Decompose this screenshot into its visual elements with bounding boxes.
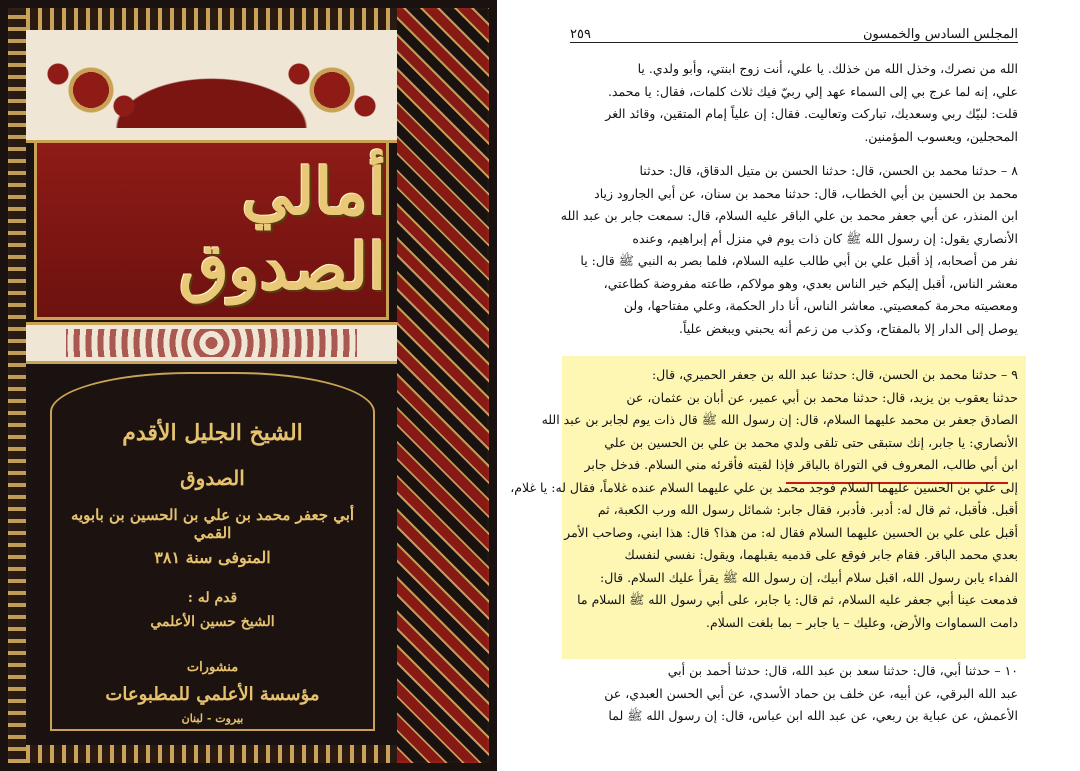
cover-border-right bbox=[397, 8, 489, 763]
arabesque-ornament-right bbox=[277, 50, 387, 130]
text-line: حدثنا يعقوب بن يزيد، قال: حدثنا محمد بن أبي عمير، عن أبان بن عثمان، عن bbox=[626, 389, 1018, 405]
cover-publisher: مؤسسة الأعلمي للمطبوعات bbox=[105, 684, 320, 705]
cover-border-bottom bbox=[26, 745, 397, 763]
text-line: معشر الناس، أقبل إليكم خير الناس بعدي، وهو مولاكم، طاعته مفروضة كطاعتي، bbox=[603, 275, 1018, 291]
text-line: ٨ – حدثنا محمد بن الحسن، قال: حدثنا الحسن بن متيل الدقاق، قال: حدثنا bbox=[639, 163, 1018, 178]
cover-publisher-city: بيروت - لبنان bbox=[181, 712, 244, 725]
page-header bbox=[570, 22, 1018, 43]
cover-title-panel bbox=[34, 140, 389, 320]
text-line: الأعمش، عن عباية بن ربعي، عن عبد الله ابن عباس، قال: إن رسول الله ﷺ لما bbox=[608, 708, 1018, 723]
text-line: ومعصيته محرمة كمعصيتي. معاشر الناس، أنا دار الحكمة، وعلي مفتاحها، ولن bbox=[623, 298, 1018, 313]
cover-border-top bbox=[26, 8, 397, 30]
paragraph-hadith-9 bbox=[510, 364, 1018, 634]
text-line: أقبل. فأقبل، ثم قال له: أدبر. فأدبر، فقال جابر: شمائل رسول الله ورب الكعبة، ثم bbox=[597, 502, 1018, 517]
paragraph-top bbox=[570, 58, 1018, 148]
cover-arch-ornament bbox=[26, 30, 397, 143]
cover-author-full: أبي جعفر محمد بن علي بن الحسين بن بابويه القمي bbox=[70, 506, 355, 542]
text-line: الفداء يابن رسول الله، اقبل سلام أبيك، إن رسول الله ﷺ يقرأ عليك السلام. قال: bbox=[600, 569, 1018, 585]
page-number: ٢٥٩ bbox=[570, 27, 591, 42]
paragraph-hadith-8 bbox=[560, 160, 1018, 340]
text-line: ابن المنذر، عن أبي جعفر محمد بن علي الباقر عليه السلام، قال: سمعت جابر بن عبد الله bbox=[560, 208, 1018, 223]
text-line: عبد الله البرقي، عن أبيه، عن خلف بن حماد الأسدي، عن أبي الحسن العبدي، عن bbox=[604, 685, 1018, 701]
text-line: الصادق جعفر بن محمد عليهما السلام، قال: إن رسول الله ﷺ قال ذات يوم لجابر بن عبد الله bbox=[541, 412, 1018, 427]
text-line: ابن أبي طالب، المعروف في التوراة بالباقر فإذا لقيته فأقرئه مني السلام. فدخل جابر bbox=[584, 457, 1018, 472]
text-line: ٩ – حدثنا محمد بن الحسن، قال: حدثنا عبد الله بن جعفر الحميري، قال: bbox=[651, 367, 1018, 382]
text-line: يوصل إلى الدار إلا بالمفتاح، وكذب من زعم أنه يحبني ويبغض علياً. bbox=[679, 320, 1018, 336]
book-page bbox=[510, 0, 1080, 771]
cover-intro-label: قدم له : bbox=[187, 590, 238, 606]
text-line: قلت: لبيّك ربي وسعديك، تباركت وتعاليت. فقال: إن علياً إمام المتقين، وقائد الغر bbox=[605, 106, 1018, 121]
page-header-title: المجلس السادس والخمسون bbox=[862, 27, 1018, 42]
text-line: محمد بن الحسين بن أبي الخطاب، قال: حدثنا محمد بن سنان، عن أبي الجارود زياد bbox=[594, 185, 1018, 201]
cover-publisher-label: منشورات bbox=[186, 660, 239, 675]
cover-death-date: المتوفى سنة ٣٨١ bbox=[154, 548, 271, 567]
text-line: الله من نصرك، وخذل الله من خذلك. يا علي، أنت زوج ابنتي، وأبو ولدي. يا bbox=[637, 61, 1018, 76]
text-line: المحجلين، ويعسوب المؤمنين. bbox=[864, 128, 1018, 144]
cover-author-short: الصدوق bbox=[180, 466, 245, 490]
text-line: نفر من أصحابه، إذ أقبل علي بن أبي طالب عليه السلام، فلما بصر به النبي ﷺ قال: يا bbox=[580, 253, 1018, 268]
text-line: ١٠ – حدثنا أبي، قال: حدثنا سعد بن عبد الله، قال: حدثنا أحمد بن أبي bbox=[667, 663, 1018, 678]
text-line: الأنصاري يقول: إن رسول الله ﷺ كان ذات يوم في منزل أم إبراهيم، وعنده bbox=[632, 230, 1018, 246]
arabesque-ornament-left bbox=[36, 50, 146, 130]
cover-intro-by: الشيخ حسين الأعلمي bbox=[150, 614, 275, 630]
text-line: علي، إنه لما عرج بي إلى السماء عهد إلي ربيّ فيك ثلاث كلمات، فقال: يا محمد. bbox=[607, 83, 1018, 99]
cover-border-left bbox=[8, 8, 26, 763]
text-line: أقبل على علي بن الحسين عليهما السلام فقال له: من هذا؟ قال: هذا ابني، وصاحب الأمر bbox=[564, 524, 1018, 540]
paragraph-hadith-10 bbox=[570, 660, 1018, 728]
cover-title: أمالي الصدوق bbox=[179, 155, 386, 305]
text-line: فدمعت عينا أبي جعفر عليه السلام، ثم قال: يا جابر، على أبي رسول الله ﷺ السلام ما bbox=[577, 592, 1018, 607]
text-line: الأنصاري: يا جابر، إنك ستبقى حتى تلقى ولدي محمد بن علي بن الحسين بن علي bbox=[604, 434, 1018, 450]
text-line: إلى علي بن الحسين عليهما السلام فوجد محمد بن علي عليهما السلام عنده غلاماً، فقال له: يا غلام، bbox=[510, 479, 1018, 495]
text-line: دامت السماوات والأرض، وعليك – يا جابر – بما بلغت السلام. bbox=[706, 614, 1018, 630]
text-line: بعدي محمد الباقر. فقام جابر فوقع على قدميه يقبلهما، ويقول: نفسي لنفسك bbox=[624, 547, 1018, 562]
cover-author-honorific: الشيخ الجليل الأقدم bbox=[122, 420, 303, 446]
book-cover bbox=[0, 0, 497, 771]
cover-ornament-band bbox=[26, 322, 397, 364]
